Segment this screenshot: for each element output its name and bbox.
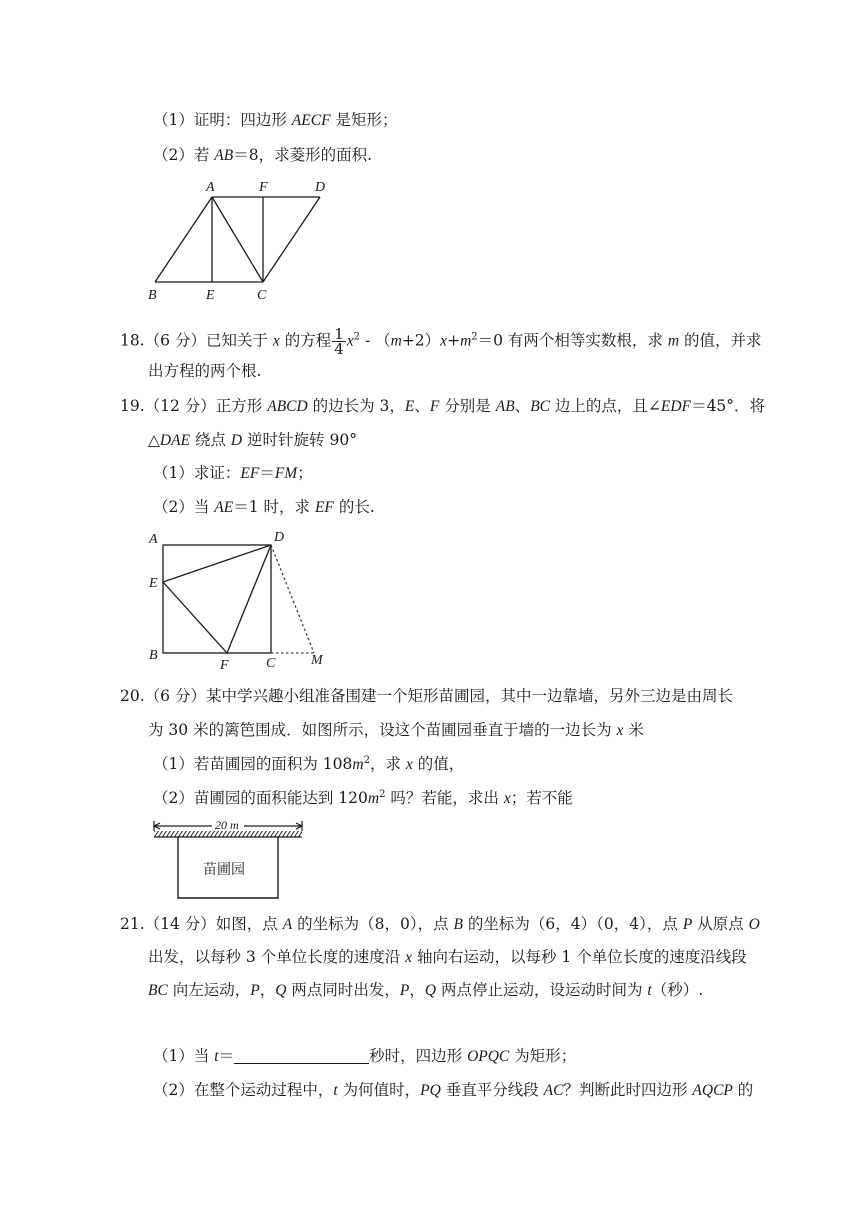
answer-blank[interactable] [234,1047,369,1064]
q21-line3: BC 向左运动，P，Q 两点同时出发，P，Q 两点停止运动，设运动时间为 t（秒）. [148,981,704,999]
q20-line1: 20.（6 分）某中学兴趣小组准备围建一个矩形苗圃园，其中一边靠墙，另外三边是由周长 [120,687,733,705]
label-D: D [315,180,326,195]
q19-part2: （2）当 AE＝1 时，求 EF 的长. [153,498,375,516]
q17-part2: （2）若 AB＝8，求菱形的面积. [153,146,373,164]
q18-line2: 出方程的两个根. [148,362,262,380]
q20-part2: （2）苗圃园的面积能达到 $120m^2$ 吗？若能，求出 x；若不能 [153,789,573,807]
garden-label: 苗圃园 [203,862,245,878]
label-A: A [206,180,215,195]
label-B: B [149,648,158,663]
label-C: C [257,288,267,303]
label-D: D [274,530,285,545]
q21-part2: （2）在整个运动过程中，t 为何值时，PQ 垂直平分线段 AC？判断此时四边形 AQCP 的 [153,1081,754,1099]
label-E: E [149,576,158,591]
q19-line1: 19.（12 分）正方形 ABCD 的边长为 3，E、F 分别是 AB、BC 边上的点，且∠EDF＝45°．将 [120,397,766,415]
q19-part1: （1）求证：EF＝FM； [153,464,313,482]
q18-line1: 18.（6 分）已知关于 x 的方程 $\frac{1}{4}$ $x^2 - (m+2)x+m^2=0$ 有两个相等实数根，求 m 的值，并求 [120,325,762,358]
label-B: B [148,288,157,303]
q21-part1: （1）当 t＝ 秒时，四边形 OPQC 为矩形； [153,1047,577,1065]
wall-length-label: 20 m [215,818,239,832]
q17-rhombus-figure [140,175,340,305]
label-A: A [149,532,158,547]
label-E: E [206,288,215,303]
q19-square-figure [140,522,340,672]
q20-line2: 为 30 米的篱笆围成．如图所示，设这个苗圃园垂直于墙的一边长为 x 米 [148,721,644,739]
q17-part1: （1）证明：四边形 AECF 是矩形； [153,111,398,129]
q19-line2: △DAE 绕点 D 逆时针旋转 90° [148,431,357,449]
label-F: F [259,180,268,195]
fraction: $\frac{1}{4}$ [334,325,344,358]
q20-garden-figure [148,816,308,904]
q21-line1: 21.（14 分）如图，点 A 的坐标为（8，0），点 B 的坐标为（6，4）（0，4），点 P 从原点 O [120,915,760,933]
q20-part1: （1）若苗圃园的面积为 $108m^2$，求 x 的值， [153,755,465,773]
label-M: M [311,653,323,668]
label-C: C [266,656,276,671]
label-F: F [220,658,229,672]
q21-line2: 出发，以每秒 3 个单位长度的速度沿 x 轴向右运动，以每秒 1 个单位长度的速度沿线段 [148,948,747,966]
